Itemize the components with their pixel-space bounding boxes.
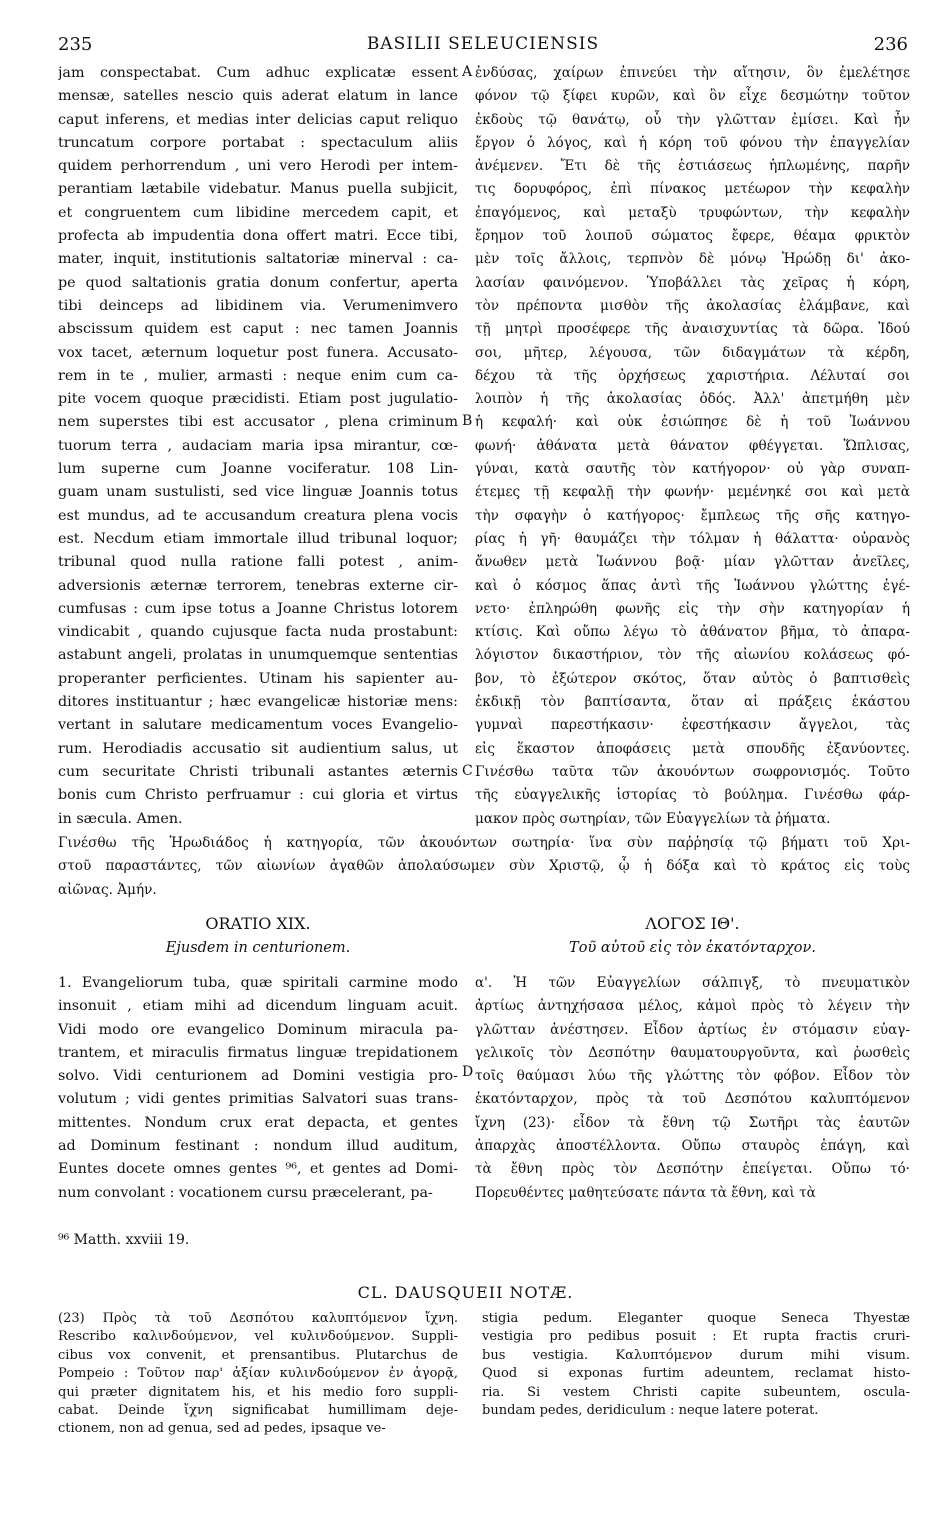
- latin-oration-title: ORATIO XIX.: [205, 914, 311, 933]
- latin-text-line: profecta ab impudentia dona offert matri. Ecce tibi,: [58, 228, 458, 245]
- greek-text-line: ἐκδοὺς τῷ θανάτῳ, οὗ τὴν γλῶτταν ἐμίσει. Καὶ ἦν: [475, 111, 910, 128]
- greek-text-line: φόνον τῷ ξίφει κυρῶν, καὶ ὃν εἶχε δεσμώτην τοῦτον: [475, 88, 910, 105]
- latin-text-line: tuorum terra , audaciam maria ipsa mirantur, cœ-: [58, 437, 458, 454]
- latin-text-line: vertant in salutare medicamentum voces Evangelio-: [58, 717, 458, 734]
- note-text-line: vestigia pro pedibus posuit : Et rupta fractis cruri-: [482, 1329, 910, 1345]
- greek-oration-subtitle: Τοῦ αὐτοῦ εἰς τὸν ἑκατόνταρχον.: [569, 940, 816, 956]
- latin-oration-subtitle: Ejusdem in centurionem.: [165, 940, 351, 956]
- latin-text-line: quidem perhorrendum , uni vero Herodi per intem-: [58, 158, 458, 175]
- latin-text-line: Vidi modo ore evangelico Dominum miracula pa-: [58, 1021, 458, 1038]
- greek-text-line: ἐπαγόμενος, καὶ μεταξὺ τρυφώντων, τὴν κεφαλὴν: [475, 204, 910, 221]
- note-text-line: qui præter dignitatem his, et his medio foro suppli-: [58, 1384, 458, 1400]
- margin-marker-b: B: [462, 413, 473, 429]
- greek-text-line: τις δορυφόρος, ἐπὶ πίνακος μετέωρον τὴν κεφαλὴν: [475, 181, 910, 198]
- notes-left-column: [58, 1310, 458, 1439]
- latin-text-line: tribunal quod nulla ratione falli potest , anim-: [58, 554, 458, 571]
- greek-text-line: έτεμες τῇ κεφαλῇ τὴν φωνήν· μεμένηκέ σοι καὶ μετὰ: [475, 484, 910, 501]
- greek-text-line: ἔργον ὁ λόγος, καὶ ἡ κόρη τοῦ φόνου τὴν ἐπαγγελίαν: [475, 134, 910, 151]
- latin-text-line: cum securitate Christi tribunali astantes æternis: [58, 763, 458, 780]
- latin-text-line: caput inferens, et medias inter delicias caput reliquo: [58, 111, 458, 128]
- right-page-number: 236: [873, 34, 908, 55]
- greek-text-line: τῆς εὐαγγελικῆς ἱστορίας τὸ βούλημα. Γινέσθω φάρ-: [475, 787, 910, 804]
- greek-column-1: [475, 62, 910, 831]
- greek-text-line: αἰῶνας. Ἀμήν.: [58, 881, 157, 898]
- greek-text-line: τὰ ἔθνη πρὸς τὸν Δεσπότην ἐπείγεται. Οὔπω τό·: [475, 1161, 910, 1178]
- page-header: [58, 34, 908, 58]
- latin-text-line: nem superstes tibi est accusator , plena criminum: [58, 414, 458, 431]
- latin-text-line: vox tacet, æternum loquetur post funera. Accusato-: [58, 344, 458, 361]
- latin-text-line: solvo. Vidi centurionem ad Domini vestigia pro-: [58, 1068, 458, 1085]
- latin-text-line: jam conspectabat. Cum adhuc explicatæ essent: [58, 65, 458, 81]
- greek-text-line: τοῖς θαύμασι λύω τῆς γλώττης τὸν φόβον. Εἶδον τὸν: [475, 1068, 910, 1085]
- note-text-line: stigia pedum. Eleganter quoque Seneca Thyestæ: [482, 1311, 910, 1326]
- latin-text-line: volutum ; vidi gentes primitias Salvatori suas trans-: [58, 1091, 458, 1108]
- latin-text-line: abscissum quidem est caput : nec tamen Joannis: [58, 321, 458, 338]
- note-text-line: ctionem, non ad genua, sed ad pedes, ipsaque ve-: [58, 1421, 386, 1437]
- greek-text-line: ἴχνη (23)· εἶδον τὰ ἔθνη τῷ Σωτῆρι τὰς ἑαυτῶν: [475, 1114, 910, 1131]
- greek-text-line: Πορευθέντες μαθητεύσατε πάντα τὰ ἔθνη, καὶ τὰ: [475, 1184, 816, 1201]
- latin-text-line: bonis cum Christo perfruamur : cui gloria et virtus: [58, 787, 458, 804]
- latin-text-line: ditores instituantur ; hæc evangelicæ historiæ mens:: [58, 694, 458, 711]
- latin-text-line: truncatum corpore portabat : spectaculum aliis: [58, 134, 458, 151]
- greek-text-line: νετο· ἐπληρώθη φωνῆς εἰς τὴν σὴν κατηγορίαν ἡ: [475, 600, 910, 617]
- greek-text-line: μὲν τοῖς ἄλλοις, τερπνὸν δὲ μόνῳ Ἡρώδῃ δι' ἀκο-: [475, 251, 910, 268]
- greek-text-line: γυμναὶ παρεστήκασιν· ἐφεστήκασιν ἄγγελοι, τὰς: [475, 717, 910, 734]
- greek-full-width-conclusion: [58, 832, 910, 902]
- greek-text-line: ἀπαρχὰς ἀποστέλλοντα. Οὔπω σταυρὸς ἐπάγη, καὶ: [475, 1138, 910, 1155]
- left-page-number: 235: [58, 34, 93, 55]
- footnote: ⁹⁶ Matth. xxviii 19.: [58, 1232, 190, 1248]
- latin-text-line: num convolant : vocationem cursu præcelerant, pa-: [58, 1184, 433, 1201]
- notes-heading: CL. DAUSQUEII NOTÆ.: [357, 1283, 574, 1302]
- latin-text-line: astabunt angeli, prolatas in unumquemque sententias: [58, 647, 458, 664]
- greek-text-line: λοιπὸν ἡ τῆς ἀκολασίας ὁδός. Ἀλλ' ἀπετμήθη μὲν: [475, 391, 910, 408]
- greek-text-line: Γινέσθω τῆς Ἡρωδιάδος ἡ κατηγορία, τῶν ἀκουόντων σωτηρία· ἵνα σὺν παῤῥησίᾳ τῷ βήματι τοῦ Χρι-: [58, 835, 910, 851]
- latin-text-line: mater, inquit, institutionis saltatoriæ minerval : ca-: [58, 251, 458, 268]
- latin-text-line: insonuit , etiam mihi ad dicendum linguam acuit.: [58, 998, 458, 1015]
- greek-text-line: βον, τὸ ἐξώτερον σκότος, ὅταν αὐτὸς ὁ βαπτισθεὶς: [475, 670, 910, 687]
- greek-text-line: τῇ μητρὶ προσέφερε τῆς ἀναισχυντίας τὰ δῶρα. Ἰδού: [475, 321, 910, 338]
- greek-text-line: ρίας ἡ γῆ· θαυμάζει τὴν τόλμαν ἡ θάλαττα· οὐρανὸς: [475, 530, 910, 547]
- latin-text-line: pite vocem quoque præcidisti. Etiam post jugulatio-: [58, 391, 458, 408]
- greek-text-line: ἔρημον τοῦ λοιποῦ σώματος ἔφερε, θέαμα φρικτὸν: [475, 228, 910, 245]
- margin-marker-c: C: [462, 763, 473, 779]
- latin-column-2: [58, 972, 458, 1205]
- greek-text-line: ἐκδικῇ τὸν βαπτίσαντα, ὅταν αἱ πράξεις ἑκάστου: [475, 694, 910, 711]
- note-text-line: ria. Si vestem Christi capite subeuntem, oscula-: [482, 1384, 910, 1400]
- margin-marker-a: A: [462, 64, 473, 80]
- greek-text-line: γλῶτταν ἀνέστησεν. Εἶδον ἀρτίως ἐν στόμασιν εὐαγ-: [475, 1021, 910, 1038]
- greek-text-line: στοῦ παραστάντες, τῶν αἰωνίων ἀγαθῶν ἀπολαύσωμεν σὺν Χριστῷ, ᾧ ἡ δόξα καὶ τὸ κράτος εἰς τοὺς: [58, 858, 910, 875]
- latin-text-line: et congruentem cum libidine mercedem capit, et: [58, 204, 458, 221]
- greek-text-line: μακον πρὸς σωτηρίαν, τῶν Εὐαγγελίων τὰ ῥήματα.: [475, 810, 831, 827]
- greek-text-line: Γινέσθω ταῦτα τῶν ἀκουόντων σωφρονισμός. Τοῦτο: [475, 763, 910, 780]
- greek-text-line: τὴν σφαγὴν ὁ κατήγορος· ἔμπλεως τῆς σῆς κατηγο-: [475, 507, 910, 524]
- greek-text-line: ἀρτίως ἀντηχήσασα μέλος, κἀμοὶ πρὸς τὸ λέγειν τὴν: [475, 998, 910, 1015]
- note-text-line: Pompeio : Τοῦτον παρ' ἀξίαν κυλινδούμενον ἐν ἀγορᾷ,: [58, 1366, 458, 1382]
- note-text-line: cabat. Deinde ἴχνη significabat humillimam deje-: [58, 1403, 458, 1419]
- latin-text-line: rum. Herodiadis accusatio sit audientium salus, ut: [58, 740, 458, 757]
- latin-text-line: trantem, et miraculis firmatus linguæ trepidationem: [58, 1044, 458, 1061]
- greek-text-line: α'. Ἡ τῶν Εὐαγγελίων σάλπιγξ, τὸ πνευματικὸν: [475, 975, 910, 991]
- greek-text-line: τὸν πρέποντα μισθὸν τῆς ἀκολασίας ἐλάμβανε, καὶ: [475, 297, 910, 314]
- note-text-line: (23) Πρὸς τὰ τοῦ Δεσπότου καλυπτόμενον ἴχνη.: [58, 1311, 458, 1326]
- note-text-line: Quod si exponas furtim adeuntem, reclamat histo-: [482, 1366, 910, 1382]
- latin-text-line: adversionis æternæ terrorem, tenebras externe cir-: [58, 577, 458, 594]
- running-title: BASILII SELEUCIENSIS: [366, 34, 600, 54]
- latin-text-line: 1. Evangeliorum tuba, quæ spiritali carmine modo: [58, 975, 458, 991]
- latin-text-line: mensæ, satelles nescio quis aderat elatum in lance: [58, 88, 458, 105]
- greek-text-line: εἰς ἕκαστον ἀποφάσεις μετὰ σπουδῆς ἐξανύοντες.: [475, 740, 910, 757]
- latin-text-line: lum superne cum Joanne vociferatur. 108 Lin-: [58, 461, 458, 478]
- latin-text-line: Euntes docete omnes gentes ⁹⁶, et gentes ad Domi-: [58, 1161, 458, 1178]
- greek-text-line: λόγιστον δικαστήριον, τὸν τῆς αἰωνίου κολάσεως φό-: [475, 647, 910, 664]
- latin-text-line: vindicabit , quando cujusque facta nuda prostabunt:: [58, 624, 458, 641]
- note-text-line: bus vestigia. Καλυπτόμενον durum mihi visum.: [482, 1347, 910, 1363]
- greek-text-line: γύναι, κατὰ σαυτῆς τὸν κατήγορον· οὐ γὰρ συναπ-: [475, 461, 910, 478]
- notes-right-column: [482, 1310, 910, 1420]
- greek-text-line: ἡ κεφαλή· καὶ οὐκ ἐσιώπησε δὲ ἡ τοῦ Ἰωάννου: [475, 414, 910, 431]
- latin-text-line: guam unam sustulisti, sed vice linguæ Joannis totus: [58, 484, 458, 501]
- latin-text-line: est. Necdum etiam immortale illud tribunal loquor;: [58, 530, 458, 547]
- note-text-line: Rescribo καλινδούμενον, vel κυλινδούμενον. Suppli-: [58, 1329, 458, 1345]
- latin-text-line: in sæcula. Amen.: [58, 810, 183, 827]
- greek-text-line: καὶ ὁ κόσμος ἅπας ἀντὶ τῆς Ἰωάννου γλώττης ἐγέ-: [475, 577, 910, 594]
- latin-text-line: ad Dominum festinant : nondum illud auditum,: [58, 1138, 458, 1155]
- greek-text-line: δέχου τὰ τῆς ὀρχήσεως χαριστήρια. Λέλυταί σοι: [475, 367, 910, 384]
- latin-text-line: perantiam lætabile videbatur. Manus puella subjicit,: [58, 181, 458, 198]
- latin-text-line: tibi deinceps ad libidinem via. Verumenimvero: [58, 297, 458, 314]
- note-text-line: bundam pedes, deridiculum : neque latere poterat.: [482, 1403, 819, 1419]
- latin-text-line: rem in te , mulier, armasti : neque enim cum ca-: [58, 367, 458, 384]
- greek-text-line: φωνή· ἀθάνατα μετὰ θάνατον φθέγγεται. Ὥπλισας,: [475, 437, 910, 454]
- latin-text-line: properanter perficientes. Utinam his sapienter au-: [58, 670, 458, 687]
- latin-text-line: est mundus, ad te accusandum creatura plena vocis: [58, 507, 458, 524]
- greek-text-line: γελικοῖς τὸν Δεσπότην θαυματουργοῦντα, καὶ ῥωσθεὶς: [475, 1044, 910, 1061]
- greek-text-line: ἀνέμενεν. Ἔτι δὲ τῆς ἑστιάσεως ἡπλωμένης, παρῆν: [475, 158, 910, 175]
- note-text-line: cibus vox convenit, et prensantibus. Plutarchus de: [58, 1347, 458, 1363]
- greek-oration-title: ΛΟΓΟΣ ΙΘ'.: [645, 914, 740, 933]
- margin-marker-d: D: [462, 1064, 474, 1080]
- greek-text-line: λασίαν φαινόμενον. Ὑποβάλλει τὰς χεῖρας ἡ κόρη,: [475, 274, 910, 291]
- greek-text-line: ἑκατόνταρχον, πρὸς τὰ τοῦ Δεσπότου καλυπτόμενον: [475, 1091, 910, 1108]
- greek-text-line: σοι, μῆτερ, λέγουσα, τῶν διδαγμάτων τὰ κέρδη,: [475, 344, 910, 361]
- latin-text-line: cumfusas : cum ipse totus a Joanne Christus lotorem: [58, 600, 458, 617]
- greek-text-line: κτίσις. Καὶ οὔπω λέγω τὸ ἀθάνατον βῆμα, τὸ ἀπαρα-: [475, 624, 910, 641]
- greek-column-2: [475, 972, 910, 1205]
- latin-text-line: mittentes. Nondum crux erat depacta, et gentes: [58, 1114, 458, 1131]
- greek-text-line: ἄνωθεν μετὰ Ἰωάννου βοᾷ· μίαν γλῶτταν ἀνεῖλες,: [475, 554, 910, 571]
- latin-column-1: [58, 62, 458, 831]
- greek-text-line: ἐνδύσας, χαίρων ἐπινεύει τὴν αἴτησιν, ὃν ἐμελέτησε: [475, 65, 910, 81]
- latin-text-line: pe quod saltationis gratia donum confertur, aperta: [58, 274, 458, 291]
